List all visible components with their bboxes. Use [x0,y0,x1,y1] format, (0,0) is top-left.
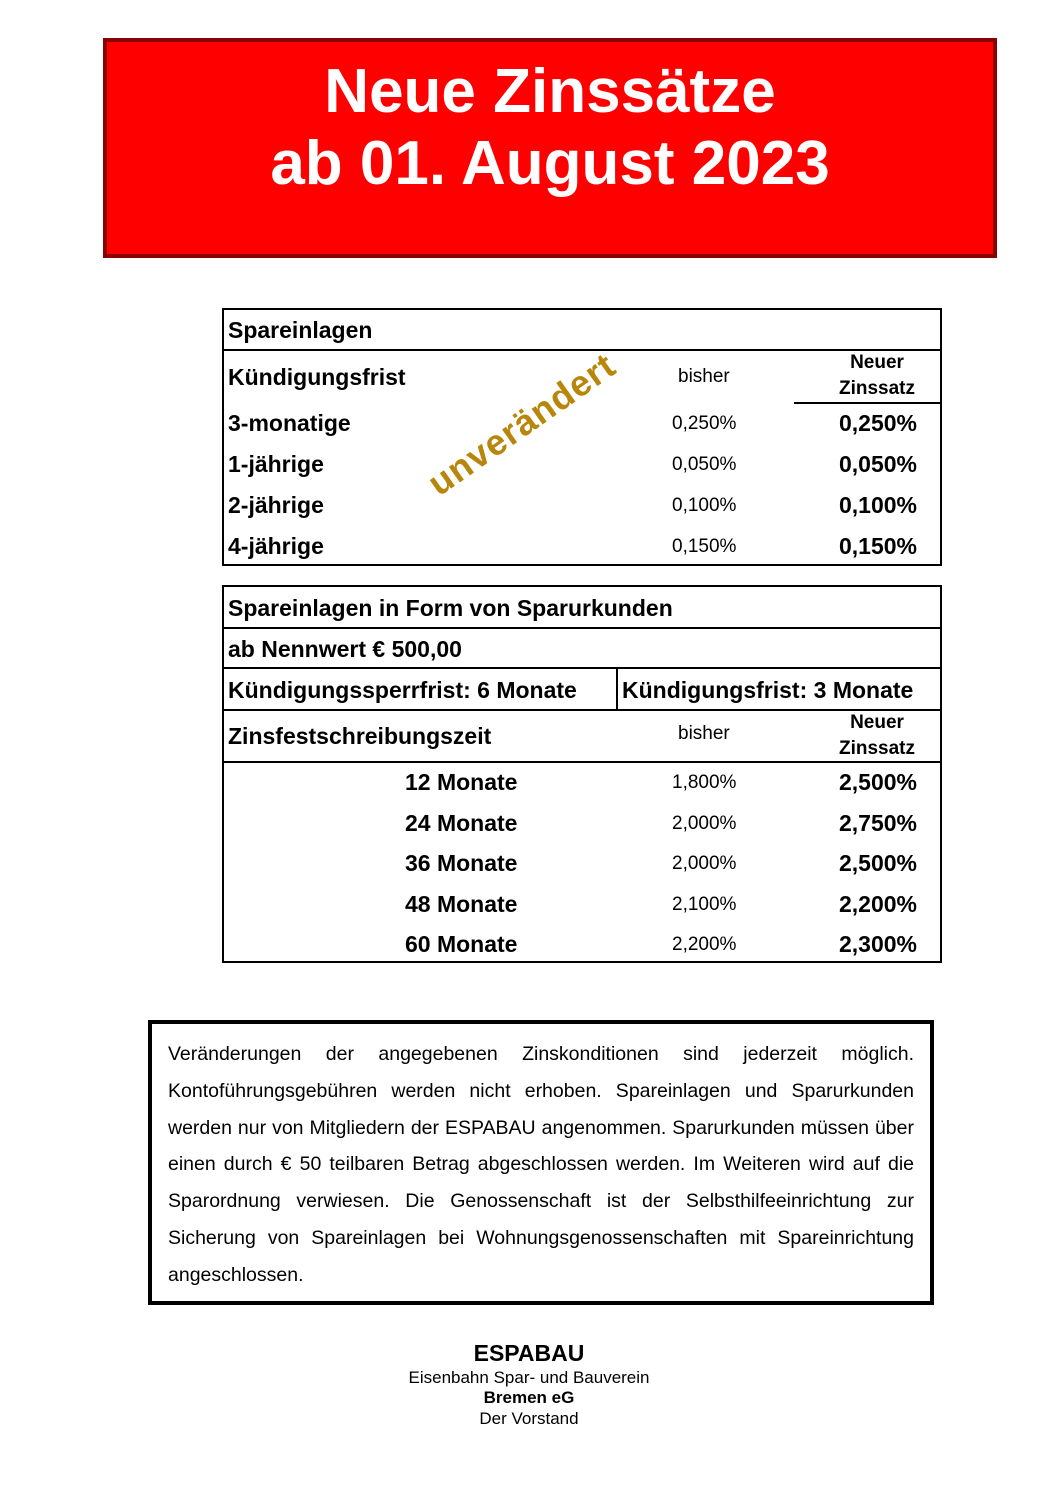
row-previous-rate: 2,100% [672,894,737,915]
row-new-rate: 0,250% [839,410,918,436]
row-new-rate: 0,050% [839,451,918,477]
row-label: 3-monatige [228,410,351,436]
row-label: 24 Monate [405,810,518,836]
row-new-rate: 0,150% [839,533,918,559]
table-row [224,490,940,530]
new-rate-header-line2: Zinssatz [838,378,916,399]
table-row [224,848,940,888]
row-new-rate: 0,100% [839,492,918,518]
fixed-term-header: Zinsfestschreibungszeit [228,723,492,749]
conditions-note-text: Veränderungen der angegebenen Zinskonditionen sind jederzeit möglich. Kontoführungsgebühren werden nicht erhoben. Spareinlagen und Sparurkunden werden nur von Mitgliedern der ESPABAU angenommen. Sparurkunden müssen über einen durch € 50 teilbaren Betrag abgeschlossen werden. Im Weiteren wird auf die Sparordnung verwiesen. Die Genossenschaft ist der Selbsthilfeeinrichtung zur Sicherung von Spareinlagen bei Wohnungsgenossenschaften mit Spareinrichtung angeschlossen. [168,1043,914,1286]
table-row [224,889,940,929]
new-rate-header [817,710,937,762]
footer-line3: Der Vorstand [479,1409,579,1428]
savings-table-title-row [224,310,940,349]
previous-rate-header: bisher [678,366,730,387]
savings-table-title: Spareinlagen [228,317,373,343]
new-rate-header-line1: Neuer [850,712,904,733]
row-previous-rate: 2,000% [672,813,737,834]
row-previous-rate: 0,050% [672,454,737,475]
certificate-table-title: Spareinlagen in Form von Sparurkunden [228,595,673,621]
previous-rate-header: bisher [678,723,730,744]
title-banner [103,38,997,258]
row-previous-rate: 0,150% [672,536,737,557]
table-row [224,531,940,566]
new-rate-header [817,350,937,402]
row-new-rate: 2,300% [839,931,918,957]
row-previous-rate: 1,800% [672,772,737,793]
certificate-table [222,585,942,963]
period-divider [616,669,618,709]
row-new-rate: 2,500% [839,850,918,876]
lock-period: Kündigungssperrfrist: 6 Monate [228,677,577,703]
notice-period: Kündigungsfrist: 3 Monate [622,677,914,703]
certificate-rows [224,761,940,959]
table-row [224,929,940,961]
banner-title-line1: Neue Zinssätze [324,57,776,126]
nominal-value: ab Nennwert € 500,00 [228,636,462,662]
row-previous-rate: 2,000% [672,853,737,874]
row-previous-rate: 0,250% [672,413,737,434]
row-label: 60 Monate [405,931,518,957]
notice-period-header: Kündigungsfrist [228,364,406,390]
table-row [224,449,940,489]
row-label: 12 Monate [405,769,518,795]
table-row [224,767,940,807]
row-label: 48 Monate [405,891,518,917]
footer-org: ESPABAU [473,1340,585,1366]
banner-title-line2: ab 01. August 2023 [270,129,830,198]
period-row [224,667,940,709]
row-label: 36 Monate [405,850,518,876]
conditions-note [148,1020,934,1305]
new-rate-header-line2: Zinssatz [838,738,916,759]
table-row [224,408,940,448]
row-previous-rate: 0,100% [672,495,737,516]
row-new-rate: 2,200% [839,891,918,917]
nominal-row [224,627,940,667]
row-label: 4-jährige [228,533,324,559]
unchanged-stamp: unverändert [420,344,623,504]
savings-table [222,308,942,566]
row-label: 2-jährige [228,492,324,518]
footer-line2: Bremen eG [483,1388,575,1407]
row-new-rate: 2,750% [839,810,918,836]
new-rate-header-line1: Neuer [850,352,904,373]
row-new-rate: 2,500% [839,769,918,795]
certificate-table-header-row [224,709,940,761]
table-row [224,808,940,848]
footer-line1: Eisenbahn Spar- und Bauverein [408,1368,650,1387]
certificate-table-title-row [224,587,940,627]
row-label: 1-jährige [228,451,324,477]
header-divider [794,402,940,404]
row-previous-rate: 2,200% [672,934,737,955]
